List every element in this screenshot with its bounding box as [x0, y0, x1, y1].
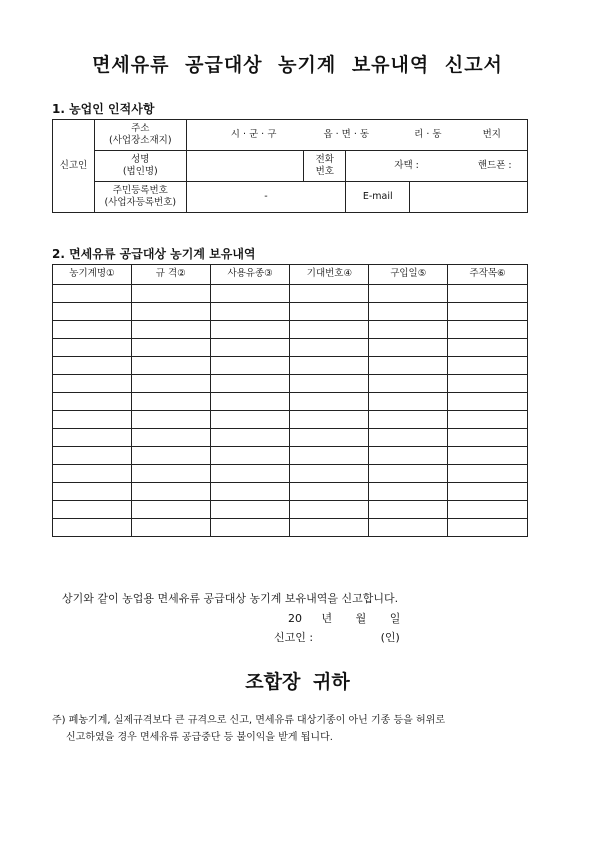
table-cell[interactable]: [369, 321, 448, 339]
table-cell[interactable]: [448, 375, 528, 393]
column-header: 농기계명①: [53, 265, 132, 285]
id-field[interactable]: -: [186, 182, 346, 213]
table-cell[interactable]: [290, 447, 369, 465]
table-cell[interactable]: [369, 411, 448, 429]
table-header-row: [53, 265, 528, 285]
recipient: 조합장 귀하: [245, 671, 350, 693]
id-label: 주민등록번호 (사업자등록번호): [94, 182, 186, 213]
table-cell[interactable]: [290, 357, 369, 375]
footnote-line-2: 신고하였을 경우 면세유류 공급중단 등 불이익을 받게 됩니다.: [66, 731, 333, 743]
table-cell[interactable]: [131, 519, 210, 537]
table-cell[interactable]: [210, 285, 290, 303]
year-prefix: 20: [288, 612, 302, 625]
table-cell[interactable]: [210, 465, 290, 483]
table-cell[interactable]: [131, 411, 210, 429]
document-title: 면세유류 공급대상 농기계 보유내역 신고서: [92, 54, 503, 76]
table-cell[interactable]: [448, 339, 528, 357]
table-row: [53, 519, 528, 537]
phone-label: 전화 번호: [304, 151, 346, 182]
table-row: [53, 285, 528, 303]
day-label: 일: [389, 612, 401, 625]
table-row: [53, 303, 528, 321]
table-cell[interactable]: [210, 429, 290, 447]
table-cell[interactable]: [131, 375, 210, 393]
table-cell[interactable]: [131, 339, 210, 357]
name-field[interactable]: [186, 151, 304, 182]
table-cell[interactable]: [290, 339, 369, 357]
table-cell[interactable]: [369, 357, 448, 375]
table-cell[interactable]: [210, 447, 290, 465]
table-cell[interactable]: [131, 501, 210, 519]
table-cell[interactable]: [369, 393, 448, 411]
column-header: 규 격②: [131, 265, 210, 285]
address-field[interactable]: 시 · 군 · 구 읍 · 면 · 동 리 · 동 번지: [186, 120, 527, 151]
table-cell[interactable]: [290, 429, 369, 447]
table-cell[interactable]: [53, 501, 132, 519]
table-cell[interactable]: [448, 519, 528, 537]
signer-line: [274, 629, 400, 645]
table-cell[interactable]: [290, 465, 369, 483]
column-header: 기대번호④: [290, 265, 369, 285]
table-cell[interactable]: [290, 519, 369, 537]
section2-heading: 2. 면세유류 공급대상 농기계 보유내역: [52, 247, 256, 261]
table-cell[interactable]: [210, 393, 290, 411]
declaration-text: 상기와 같이 농업용 면세유류 공급대상 농기계 보유내역을 신고합니다.: [62, 592, 399, 605]
table-cell[interactable]: [448, 429, 528, 447]
table-cell[interactable]: [53, 285, 132, 303]
table-cell[interactable]: [448, 393, 528, 411]
table-cell[interactable]: [53, 339, 132, 357]
table-cell[interactable]: [131, 393, 210, 411]
table-cell[interactable]: [369, 501, 448, 519]
table-cell[interactable]: [131, 465, 210, 483]
table-cell[interactable]: [53, 483, 132, 501]
table-cell[interactable]: [210, 519, 290, 537]
year-label: 년: [321, 612, 333, 625]
machinery-table: [52, 264, 528, 537]
table-cell[interactable]: [290, 303, 369, 321]
table-cell[interactable]: [210, 303, 290, 321]
reporter-label: 신고인: [53, 120, 95, 213]
footnote: [52, 713, 532, 746]
table-cell[interactable]: [369, 339, 448, 357]
table-cell[interactable]: [131, 357, 210, 375]
table-cell[interactable]: [290, 501, 369, 519]
table-cell[interactable]: [210, 375, 290, 393]
table-cell[interactable]: [131, 447, 210, 465]
date-line: [288, 610, 400, 626]
table-cell[interactable]: [448, 321, 528, 339]
table-cell[interactable]: [369, 447, 448, 465]
phone-field[interactable]: 자택 : 핸드폰 :: [346, 151, 528, 182]
table-row: [53, 465, 528, 483]
table-body: [53, 285, 528, 537]
table-cell[interactable]: [53, 375, 132, 393]
table-cell[interactable]: [53, 303, 132, 321]
table-cell[interactable]: [369, 375, 448, 393]
footnote-line-1: 주) 폐농기계, 실제규격보다 큰 규격으로 신고, 면세유류 대상기종이 아닌 기종 등을 허위로: [52, 715, 445, 726]
table-row: [53, 375, 528, 393]
table-cell[interactable]: [369, 519, 448, 537]
table-cell[interactable]: [369, 303, 448, 321]
table-row: [53, 321, 528, 339]
table-cell[interactable]: [210, 321, 290, 339]
table-cell[interactable]: [53, 357, 132, 375]
table-cell[interactable]: [448, 411, 528, 429]
table-cell[interactable]: [448, 285, 528, 303]
table-cell[interactable]: [53, 519, 132, 537]
table-cell[interactable]: [448, 501, 528, 519]
table-cell[interactable]: [131, 303, 210, 321]
table-cell[interactable]: [131, 483, 210, 501]
table-row: [53, 357, 528, 375]
column-header: 주작목⑥: [448, 265, 528, 285]
email-field[interactable]: [410, 182, 528, 213]
personal-info-table: [52, 119, 528, 213]
table-cell[interactable]: [290, 321, 369, 339]
table-cell[interactable]: [369, 285, 448, 303]
table-cell[interactable]: [290, 375, 369, 393]
table-cell[interactable]: [53, 447, 132, 465]
table-cell[interactable]: [448, 303, 528, 321]
table-cell[interactable]: [448, 447, 528, 465]
table-cell[interactable]: [53, 393, 132, 411]
address-label: 주소 (사업장소재지): [94, 120, 186, 151]
table-cell[interactable]: [448, 465, 528, 483]
table-row: [53, 411, 528, 429]
email-label: E-mail: [346, 182, 410, 213]
table-cell[interactable]: [369, 429, 448, 447]
table-cell[interactable]: [448, 483, 528, 501]
table-cell[interactable]: [53, 465, 132, 483]
name-label: 성명 (법인명): [94, 151, 186, 182]
table-cell[interactable]: [210, 411, 290, 429]
table-cell[interactable]: [210, 501, 290, 519]
table-cell[interactable]: [369, 483, 448, 501]
table-cell[interactable]: [290, 393, 369, 411]
table-cell[interactable]: [131, 429, 210, 447]
table-cell[interactable]: [290, 483, 369, 501]
column-header: 사용유종③: [210, 265, 290, 285]
table-cell[interactable]: [53, 429, 132, 447]
table-cell[interactable]: [210, 483, 290, 501]
column-header: 구입일⑤: [369, 265, 448, 285]
section1-heading: 1. 농업인 인적사항: [52, 102, 155, 116]
table-cell[interactable]: [290, 285, 369, 303]
table-row: [53, 339, 528, 357]
table-cell[interactable]: [448, 357, 528, 375]
table-cell[interactable]: [131, 321, 210, 339]
table-cell[interactable]: [210, 339, 290, 357]
table-cell[interactable]: [290, 411, 369, 429]
seal-label: (인): [380, 631, 400, 644]
table-row: [53, 501, 528, 519]
signer-label: 신고인 :: [274, 631, 314, 644]
table-row: [53, 429, 528, 447]
table-cell[interactable]: [53, 321, 132, 339]
table-cell[interactable]: [210, 357, 290, 375]
table-cell[interactable]: [369, 465, 448, 483]
table-row: [53, 447, 528, 465]
month-label: 월: [355, 612, 367, 625]
table-row: [53, 393, 528, 411]
table-cell[interactable]: [53, 411, 132, 429]
table-cell[interactable]: [131, 285, 210, 303]
table-row: [53, 483, 528, 501]
